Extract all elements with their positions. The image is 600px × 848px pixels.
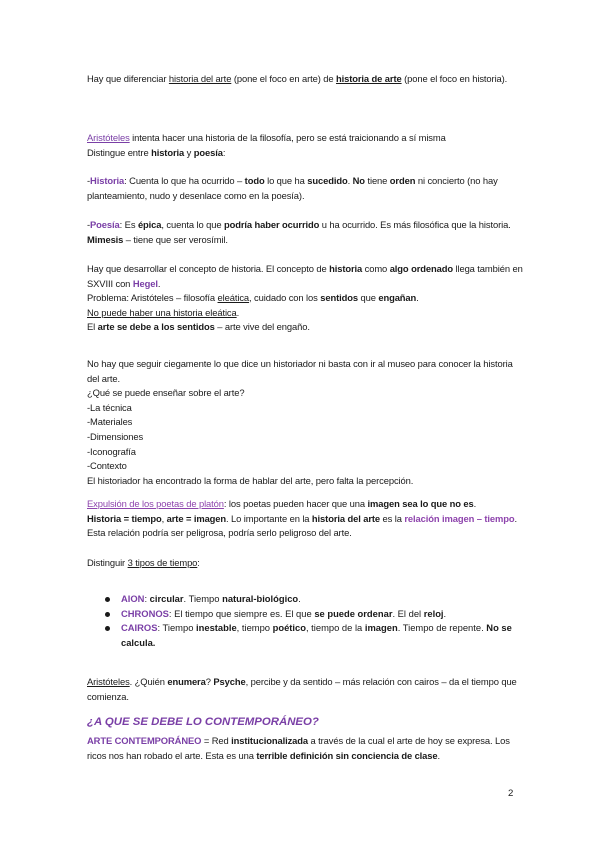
section-heading: ¿A QUE SE DEBE LO CONTEMPORÁNEO? — [87, 716, 319, 728]
paragraph-distinguir: Distinguir 3 tipos de tiempo: — [87, 557, 200, 568]
paragraph-intro: Hay que diferenciar historia del arte (pone el foco en arte) de historia de arte (pone el foco en historia). — [87, 73, 508, 84]
historia-de-arte-term: historia de arte — [335, 73, 402, 84]
bullet-icon — [105, 626, 110, 631]
bullet-icon — [105, 597, 110, 602]
paragraph-concepto-historia: Hay que desarrollar el concepto de historia. El concepto de historia como algo ordenado llega también en SXVIII con Hegel. Problema: Aristóteles – filosofía eleática, cuidado con los sentidos que engañan. No puede haber una historia eleática. El arte se debe a los sentidos – arte vive del engaño. — [87, 263, 523, 333]
line-aristoteles: Aristóteles intenta hacer una historia de la filosofía, pero se está traicionando a sí misma — [87, 132, 446, 143]
paragraph-historia: -Historia: Cuenta lo que ha ocurrido – todo lo que ha sucedido. No tiene orden ni concierto (no hay planteamiento, nudo y desenlace como en la poesía). — [87, 175, 498, 201]
platon-link[interactable]: Expulsión de los poetas de platón — [87, 498, 224, 509]
list-item-aion: AION: circular. Tiempo natural-biológico. — [105, 592, 525, 607]
list-item: -Dimensiones — [87, 430, 144, 442]
list-item-chronos: CHRONOS: El tiempo que siempre es. El que se puede ordenar. El del reloj. — [105, 607, 525, 622]
poesia-term: Poesía — [90, 219, 120, 230]
paragraph-aristoteles — [87, 131, 527, 160]
list-item-cairos: CAIROS: Tiempo inestable, tiempo poético, tiempo de la imagen. Tiempo de repente. No se calcula. — [105, 621, 525, 650]
paragraph-poesia: -Poesía: Es épica, cuenta lo que podría haber ocurrido u ha ocurrido. Es más filosófica que la historia. Mimesis – tiene que ser verosímil. — [87, 219, 511, 245]
list-item: -Contexto — [87, 460, 127, 472]
line-distingue: Distingue entre historia y poesía: — [87, 146, 226, 158]
hegel-term: Hegel — [132, 277, 158, 289]
aristoteles-link[interactable]: Aristóteles — [87, 132, 130, 143]
paragraph-platon: Expulsión de los poetas de platón: los poetas pueden hacer que una imagen sea lo que no es. Historia = tiempo, arte = imagen. Lo importante en la historia del arte es la relación imagen – tiempo. Esta relación podría ser peligrosa, podría serlo peligroso del arte. — [87, 498, 518, 539]
list-item: -Iconografía — [87, 445, 136, 457]
time-types-list — [105, 592, 525, 650]
historia-del-arte-term: historia del arte — [168, 73, 232, 84]
paragraph-contemporaneo: ARTE CONTEMPORÁNEO = Red institucionalizada a través de la cual el arte de hoy se expresa. Los ricos nos han robado el arte. Esta es una terrible definición sin conciencia de clase. — [87, 735, 510, 761]
historia-term: Historia — [90, 175, 125, 186]
page-number: 2 — [508, 788, 514, 799]
list-item: -La técnica — [87, 401, 132, 413]
paragraph-psyche: Aristóteles. ¿Quién enumera? Psyche, percibe y da sentido – más relación con cairos – da el tiempo que comienza. — [87, 676, 517, 702]
bullet-icon — [105, 612, 110, 617]
paragraph-ensenar: No hay que seguir ciegamente lo que dice un historiador ni basta con ir al museo para conocer la historia del arte. ¿Qué se puede enseñar sobre el arte? -La técnica -Materiales -Dimensiones -Iconografía -Contexto El historiador ha encontrado la forma de hablar del arte, pero falta la percepción. — [87, 357, 527, 488]
list-item: -Materiales — [87, 416, 133, 428]
